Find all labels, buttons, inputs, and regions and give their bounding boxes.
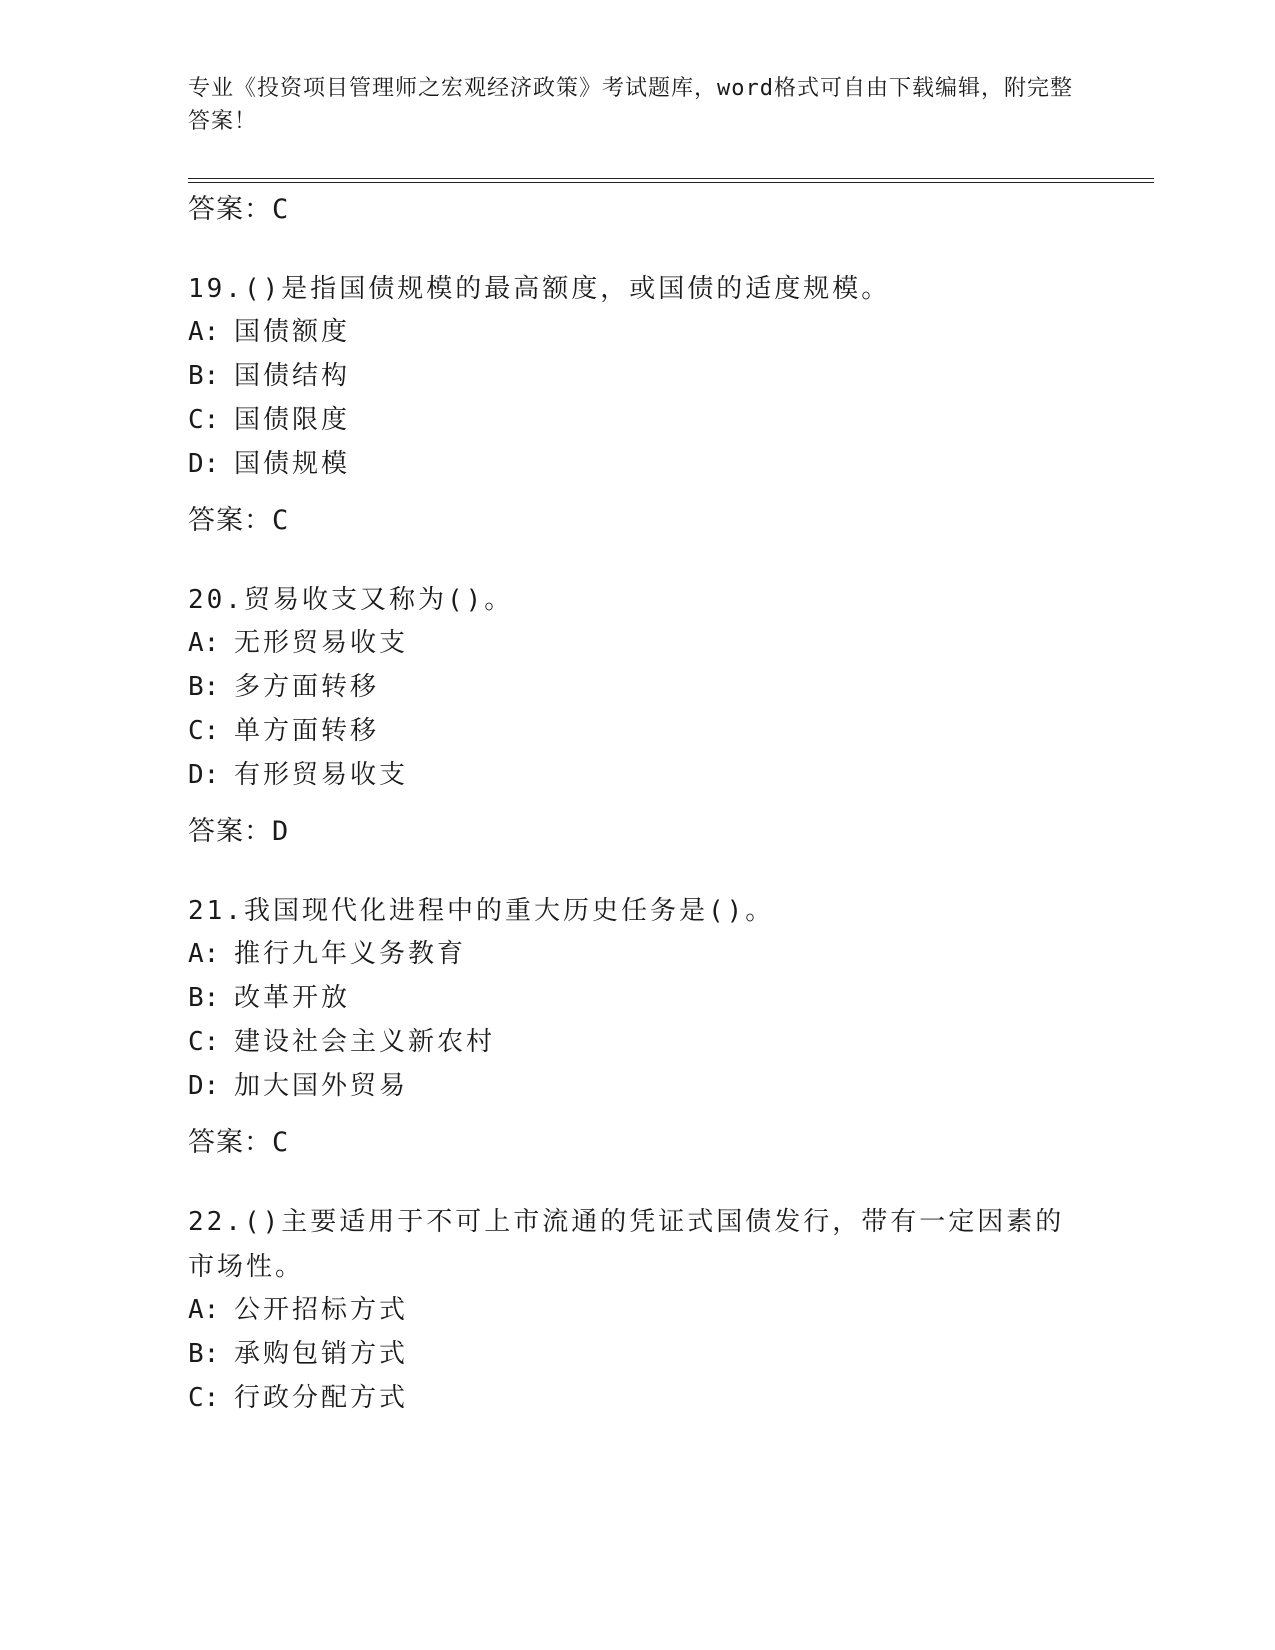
option-key: A: <box>188 628 220 658</box>
option-text: 行政分配方式 <box>234 1383 409 1413</box>
option-text: 建设社会主义新农村 <box>234 1027 496 1057</box>
question-21-option-c <box>188 1024 495 1060</box>
option-text: 国债限度 <box>234 405 351 435</box>
option-key: C: <box>188 1027 220 1057</box>
option-text: 国债规模 <box>234 449 351 479</box>
option-key: C: <box>188 1383 220 1413</box>
option-key: A: <box>188 317 220 347</box>
question-21-option-a <box>188 936 466 972</box>
option-key: B: <box>188 672 220 702</box>
question-19-option-a <box>188 314 350 350</box>
option-text: 多方面转移 <box>234 672 380 702</box>
option-text: 有形贸易收支 <box>234 760 409 790</box>
question-21-answer: 答案：C <box>188 1127 290 1158</box>
option-key: B: <box>188 361 220 391</box>
option-key: D: <box>188 449 220 479</box>
option-text: 国债结构 <box>234 361 351 391</box>
option-text: 承购包销方式 <box>234 1339 409 1369</box>
question-19-option-b <box>188 358 350 394</box>
option-key: A: <box>188 1295 220 1325</box>
option-text: 公开招标方式 <box>234 1295 409 1325</box>
question-19-option-d <box>188 446 350 482</box>
option-text: 加大国外贸易 <box>234 1071 409 1101</box>
question-20-answer: 答案：D <box>188 816 290 847</box>
header-rule-bottom <box>188 182 1154 183</box>
question-20-text: 20.贸易收支又称为()。 <box>188 585 514 615</box>
option-text: 单方面转移 <box>234 716 380 746</box>
question-22-text: 22.()主要适用于不可上市流通的凭证式国债发行，带有一定因素的市场性。 <box>188 1207 1065 1282</box>
option-text: 推行九年义务教育 <box>234 939 467 969</box>
question-22-option-a <box>188 1292 408 1328</box>
question-19-answer: 答案：C <box>188 505 290 536</box>
question-22-option-b <box>188 1336 408 1372</box>
question-19-text: 19.()是指国债规模的最高额度，或国债的适度规模。 <box>188 274 891 304</box>
header-rule-top <box>188 178 1154 179</box>
option-key: D: <box>188 760 220 790</box>
question-20-option-d <box>188 757 408 793</box>
question-19-option-c <box>188 402 350 438</box>
question-20-option-b <box>188 669 379 705</box>
question-21-option-b <box>188 980 350 1016</box>
option-text: 国债额度 <box>234 317 351 347</box>
question-21-option-d <box>188 1068 408 1104</box>
option-key: D: <box>188 1071 220 1101</box>
answer-previous: 答案：C <box>188 194 290 225</box>
option-key: B: <box>188 983 220 1013</box>
option-key: C: <box>188 716 220 746</box>
document-header: 专业《投资项目管理师之宏观经济政策》考试题库，word格式可自由下载编辑，附完整答案！ <box>188 76 1073 134</box>
question-20-option-a <box>188 625 408 661</box>
option-key: C: <box>188 405 220 435</box>
option-text: 无形贸易收支 <box>234 628 409 658</box>
option-text: 改革开放 <box>234 983 351 1013</box>
question-21-text: 21.我国现代化进程中的重大历史任务是()。 <box>188 896 775 926</box>
option-key: A: <box>188 939 220 969</box>
question-20-option-c <box>188 713 379 749</box>
question-22-option-c <box>188 1380 408 1416</box>
option-key: B: <box>188 1339 220 1369</box>
